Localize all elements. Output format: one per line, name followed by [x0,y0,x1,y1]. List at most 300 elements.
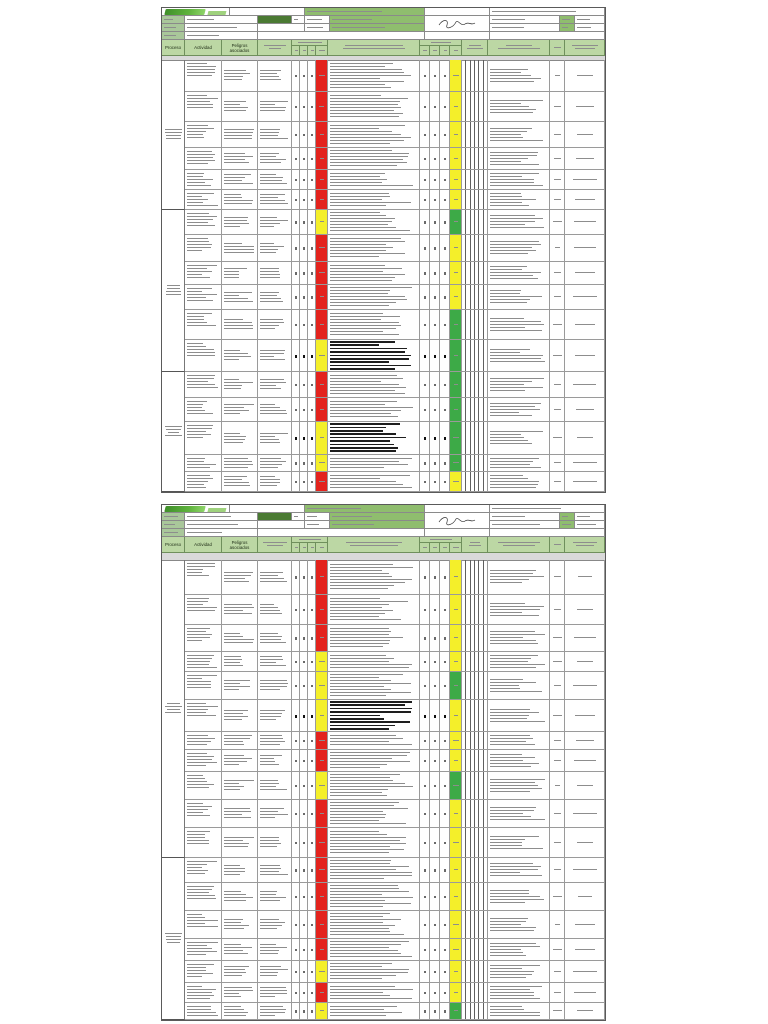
process-group [162,60,185,210]
illegible-text-line [330,744,412,745]
illegible-text-line [562,19,570,20]
illegible-text-line [187,431,206,432]
illegible-text-line [224,439,245,440]
illegible-text-line [330,944,401,945]
illegible-text-line [187,66,216,67]
description-cell [328,939,420,960]
illegible-text-line [490,155,537,156]
illegible-text-line [490,810,534,811]
illegible-text-line [490,349,530,350]
illegible-text-line [320,384,325,385]
illegible-number [311,409,313,412]
residual-score-cell [420,595,430,624]
illegible-text-line [453,842,459,843]
illegible-number [295,992,297,995]
illegible-number [434,272,436,275]
illegible-text-line [490,321,541,322]
effect-cell [258,858,292,882]
illegible-text-line [490,998,540,999]
illegible-text-line [490,437,524,438]
illegible-number [311,437,314,440]
illegible-text-line [187,923,205,924]
residual-score-cell [440,310,450,339]
measures-cell [488,122,550,147]
illegible-text-line [490,327,525,328]
illegible-text-line [330,299,407,300]
illegible-text-line [224,356,251,357]
header-peligros-label: Peligros asociados [229,539,250,550]
illegible-text-line [187,744,207,745]
risk-rating-cell [316,455,328,471]
illegible-text-line [490,682,536,683]
illegible-text-line [165,706,182,707]
illegible-text-line [165,435,181,436]
illegible-text-line [224,292,252,293]
illegible-number [444,992,446,995]
illegible-text-line [490,464,530,465]
score-cell [292,398,300,421]
illegible-text-line [574,760,596,761]
page-info-header [162,8,605,40]
illegible-number [444,106,446,109]
risk-rating-cell [316,262,328,284]
illegible-number [303,715,306,718]
illegible-text-line [187,815,210,816]
risk-level-cell [450,340,462,371]
score-cell [300,800,308,827]
illegible-number [444,576,446,579]
illegible-text-line [260,404,275,405]
illegible-text-line [224,572,253,573]
illegible-text-line [187,265,217,266]
description-cell [328,472,420,491]
measures-cell [488,1003,550,1019]
illegible-text-line [187,225,215,226]
activity-cell [185,772,222,799]
illegible-text-line [330,780,393,781]
header-actividad [185,40,222,56]
info-label-cell [560,513,575,521]
illegible-number [444,924,446,927]
illegible-text-line [187,288,212,289]
illegible-text-line [224,840,243,841]
illegible-text-line [454,760,459,761]
info-label-cell [162,32,185,40]
illegible-text-line [187,291,202,292]
residual-score-cell [430,983,440,1002]
illegible-text-line [260,840,279,841]
follow-up-cell [565,560,605,594]
score-cell [308,422,316,454]
illegible-number [444,637,446,640]
illegible-number [303,199,305,202]
illegible-text-line [492,524,540,525]
residual-score-cell [430,961,440,982]
illegible-text-line [224,413,240,414]
illegible-number [424,924,426,927]
illegible-text-line [330,218,395,219]
illegible-text-line [224,817,251,818]
illegible-text-line [187,709,208,710]
illegible-text-line [260,639,281,640]
risk-rating-cell [316,672,328,699]
info-empty-cell [258,521,305,529]
illegible-number [424,272,426,275]
illegible-text-line [330,840,400,841]
illegible-text-line [187,681,211,682]
illegible-text-line [260,461,286,462]
measures-cell [488,262,550,284]
header-actividad-label: Actividad [194,45,212,50]
hazard-cell [222,148,258,169]
illegible-text-line [165,933,182,934]
illegible-text-line [260,683,288,684]
activity-cell [185,92,222,121]
measures-cell [488,560,550,594]
illegible-number [311,384,313,387]
illegible-text-line [260,485,277,486]
illegible-text-line [260,686,287,687]
illegible-text-line [490,161,521,162]
illegible-number [311,896,313,899]
residual-score-cell [420,148,430,169]
activity-cell [185,560,222,594]
illegible-text-line [187,69,215,70]
illegible-number [434,134,436,137]
activity-cell [185,652,222,671]
residual-score-cell [420,372,430,397]
illegible-text-line [330,150,392,151]
illegible-text-line [330,1006,397,1007]
hazard-cell [222,961,258,982]
table-row [185,262,605,285]
illegible-number [434,179,436,182]
illegible-text-line [260,110,285,111]
illegible-number [424,384,426,387]
score-cell [300,148,308,169]
hazard-cell [222,1003,258,1019]
illegible-text-line [187,274,202,275]
residual-score-cell [440,828,450,857]
control-check-group [462,92,488,121]
risk-rating-cell [316,883,328,910]
illegible-text-line [577,19,590,20]
illegible-text-line [443,547,447,548]
score-cell [300,170,308,189]
illegible-text-line [330,390,395,391]
effect-cell [258,310,292,339]
score-cell [308,148,316,169]
illegible-number [295,247,297,250]
activity-cell [185,961,222,982]
illegible-text-line [224,107,248,108]
score-cell [292,911,300,938]
score-cell [292,472,300,491]
residual-score-cell [430,372,440,397]
illegible-text-line [330,741,389,742]
table-row [185,455,605,472]
illegible-text-line [490,744,535,745]
illegible-text-line [260,662,276,663]
illegible-text-line [224,159,245,160]
hazard-cell [222,883,258,910]
description-cell [328,800,420,827]
effect-cell [258,750,292,771]
score-cell [308,60,316,91]
risk-rating-cell [316,961,328,982]
responsible-cell [550,772,565,799]
illegible-text-line [187,569,203,570]
responsible-cell [550,828,565,857]
illegible-number [444,462,446,465]
illegible-text-line [187,563,215,564]
illegible-text-line [260,197,278,198]
illegible-text-line [187,634,212,635]
table-row [185,340,605,372]
illegible-text-line [490,875,542,876]
illegible-text-line [330,891,409,892]
illegible-text-line [260,252,276,253]
illegible-text-line [330,296,405,297]
illegible-text-line [187,661,210,662]
illegible-text-line [574,247,597,248]
illegible-text-line [554,992,560,993]
illegible-number [434,760,436,763]
illegible-text-line [224,246,254,247]
illegible-text-line [330,334,399,335]
illegible-number [303,247,305,250]
score-cell [292,60,300,91]
hazard-cell [222,800,258,827]
illegible-text-line [490,199,536,200]
illegible-text-line [490,215,535,216]
illegible-text-line [187,655,214,656]
illegible-text-line [330,355,411,357]
illegible-text-line [330,808,408,809]
illegible-text-line [294,19,298,20]
measures-cell [488,422,550,454]
illegible-number [424,637,426,640]
illegible-text-line [490,930,534,931]
risk-level-cell [450,262,462,284]
illegible-text-line [330,637,403,638]
illegible-number [303,179,305,182]
illegible-text-line [320,547,324,548]
logo-mark-tail [208,508,227,512]
illegible-text-line [187,384,215,385]
illegible-text-line [330,378,403,379]
measures-cell [488,772,550,799]
description-cell [328,170,420,189]
illegible-text-line [260,680,287,681]
illegible-text-line [573,462,596,463]
illegible-text-line [224,461,252,462]
illegible-text-line [454,715,458,716]
illegible-number [311,576,313,579]
score-cell [292,190,300,209]
illegible-text-line [490,406,535,407]
illegible-text-line [224,662,240,663]
effect-cell [258,961,292,982]
illegible-text-line [330,384,399,385]
illegible-text-line [187,837,205,838]
follow-up-cell [565,190,605,209]
residual-score-cell [420,190,430,209]
residual-score-cell [420,60,430,91]
residual-score-cell [420,828,430,857]
illegible-text-line [423,547,427,548]
hazard-cell [222,455,258,471]
illegible-text-line [330,998,412,999]
illegible-number [444,971,446,974]
illegible-number [303,296,305,299]
illegible-text-line [330,695,386,696]
residual-score-cell [430,732,440,749]
info-empty-cell [230,505,305,513]
illegible-text-line [330,344,379,346]
illegible-text-line [187,917,205,918]
follow-up-cell [565,372,605,397]
illegible-number [424,158,426,161]
follow-up-cell [565,772,605,799]
illegible-number [303,75,305,78]
illegible-text-line [492,19,525,20]
illegible-text-line [187,98,218,99]
illegible-text-line [224,132,253,133]
illegible-text-line [454,324,459,325]
illegible-text-line [330,582,405,583]
effect-cell [258,560,292,594]
illegible-text-line [554,576,561,577]
follow-up-cell [565,672,605,699]
risk-level-cell [450,122,462,147]
illegible-text-line [224,642,253,643]
effect-cell [258,235,292,261]
header-cell [316,543,328,553]
illegible-text-line [330,484,403,485]
description-cell [328,340,420,371]
illegible-text-line [330,934,404,935]
illegible-number [311,106,313,109]
illegible-text-line [492,27,524,28]
illegible-text-line [330,221,392,222]
illegible-text-line [224,953,248,954]
score-cell [308,472,316,491]
activity-cell [185,235,222,261]
illegible-text-line [187,196,202,197]
table-row [185,595,605,625]
score-cell [300,961,308,982]
effect-cell [258,372,292,397]
info-label-cell [560,24,575,32]
illegible-text-line [187,895,215,896]
illegible-text-line [224,268,247,269]
illegible-number [424,949,426,952]
illegible-text-line [187,607,217,608]
effect-cell [258,732,292,749]
illegible-text-line [260,713,282,714]
illegible-text-line [330,410,401,411]
illegible-number [424,685,426,688]
illegible-number [434,409,436,412]
illegible-text-line [224,1009,244,1010]
illegible-text-line [554,134,560,135]
illegible-number [295,637,297,640]
header-cell [292,543,300,553]
illegible-text-line [187,532,222,533]
illegible-text-line [490,378,544,379]
score-cell [308,398,316,421]
residual-score-cell [430,398,440,421]
illegible-number [303,637,305,640]
illegible-number [424,324,426,327]
illegible-text-line [490,977,526,978]
illegible-text-line [490,845,522,846]
risk-level-cell [450,170,462,189]
illegible-text-line [490,779,545,780]
illegible-text-line [320,609,324,610]
illegible-text-line [330,634,389,635]
illegible-text-line [330,767,380,768]
illegible-text-line [490,390,525,391]
illegible-text-line [224,226,240,227]
follow-up-cell [565,235,605,261]
illegible-text-line [554,740,562,741]
illegible-text-line [330,101,400,102]
residual-score-cell [420,310,430,339]
risk-rating-cell [316,939,328,960]
illegible-text-line [187,765,206,766]
illegible-text-line [224,786,244,787]
residual-score-cell [440,340,450,371]
illegible-text-line [260,894,276,895]
effect-cell [258,883,292,910]
header-proceso-label: Proceso [164,45,182,50]
illegible-text-line [330,721,410,723]
illegible-text-line [330,316,400,317]
illegible-text-line [454,179,458,180]
illegible-text-line [224,200,253,201]
description-cell [328,310,420,339]
illegible-text-line [187,840,209,841]
illegible-text-line [187,886,214,887]
illegible-text-line [187,407,202,408]
residual-score-cell [430,652,440,671]
illegible-text-line [330,113,403,114]
illegible-text-line [330,863,390,864]
illegible-text-line [454,50,457,51]
illegible-text-line [453,437,458,438]
residual-score-cell [420,122,430,147]
measures-cell [488,939,550,960]
illegible-number [424,247,426,250]
illegible-number [295,462,297,465]
score-cell [292,828,300,857]
illegible-text-line [167,942,181,943]
illegible-text-line [576,106,593,107]
illegible-number [295,576,297,579]
table-row [185,170,605,190]
illegible-text-line [330,271,383,272]
info-value-cell [305,24,330,32]
illegible-text-line [187,238,208,239]
illegible-number [424,576,426,579]
info-label-cell [305,505,425,513]
illegible-text-line [260,581,287,582]
illegible-text-line [260,442,280,443]
illegible-text-line [555,785,561,786]
illegible-text-line [260,104,275,105]
